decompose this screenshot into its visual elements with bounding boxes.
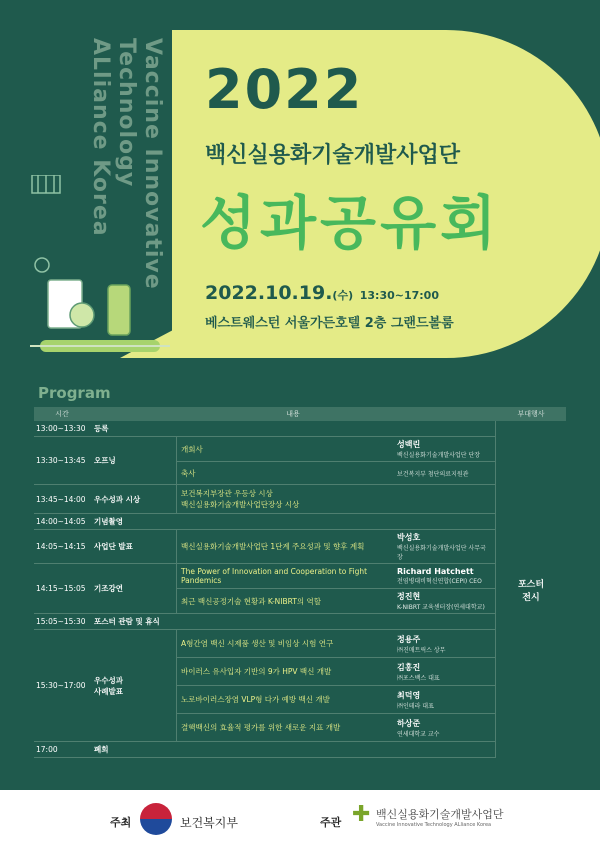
item-speaker <box>393 589 495 613</box>
event-year: 2022 <box>205 58 364 121</box>
table-row <box>34 564 495 614</box>
item-title: 결핵백신의 효율적 평가를 위한 새로운 지표 개발 <box>181 723 341 732</box>
row-time: 17:00 <box>36 745 58 754</box>
program-heading: Program <box>38 384 111 402</box>
row-time: 14:00~14:05 <box>36 517 86 526</box>
organization-name: 백신실용화기술개발사업단 <box>205 143 461 168</box>
row-time: 14:15~15:05 <box>36 584 86 593</box>
speaker-affiliation: K-NIBRT 교육센터장(연세대학교) <box>397 604 485 611</box>
side-text-2: Technology <box>114 38 139 188</box>
item-speaker <box>393 530 495 563</box>
item-speaker <box>393 564 495 588</box>
col-content: 내용 <box>286 410 300 418</box>
organizer-sub: Vaccine Innovative Technology ALliance Korea <box>376 822 492 828</box>
row-session: 사업단 발표 <box>94 542 133 551</box>
item-title: 바이러스 유사입자 기반의 9가 HPV 백신 개발 <box>181 667 332 676</box>
item-speaker <box>393 485 495 513</box>
col-time: 시간 <box>55 410 69 418</box>
item-speaker <box>393 437 495 461</box>
item-speaker <box>393 686 495 713</box>
day-text: (수) <box>332 289 354 302</box>
row-time: 13:45~14:00 <box>36 494 86 504</box>
speaker-name: 최덕영 <box>397 690 421 700</box>
host-name: 보건복지부 <box>180 816 238 830</box>
item-speaker <box>393 462 495 484</box>
side-event: 포스터 전시 <box>495 421 566 758</box>
row-session: 등록 <box>94 424 109 433</box>
item-title: The Power of Innovation and Cooperation to Fight Pandemics <box>181 567 368 585</box>
row-session: 기념촬영 <box>94 517 123 526</box>
program-item <box>177 686 495 714</box>
date-text: 2022.10.19. <box>205 282 333 304</box>
row-time: 15:30~17:00 <box>36 681 86 690</box>
speaker-name: 정용주 <box>397 634 421 644</box>
col-side: 부대행사 <box>517 410 545 418</box>
lab-illustration-icon <box>30 175 170 365</box>
time-text: 13:30~17:00 <box>359 289 439 302</box>
table-row <box>34 530 495 564</box>
speaker-affiliation: 백신실용화기술개발사업단 단장 <box>397 452 481 459</box>
item-title: 노로바이러스장염 VLP형 다가 예방 백신 개발 <box>181 695 330 704</box>
mohw-logo-icon <box>140 803 172 835</box>
item-speaker <box>393 630 495 657</box>
table-row <box>34 437 495 485</box>
program-item <box>177 485 495 513</box>
item-title: A형간염 백신 시제품 생산 및 비임상 시험 연구 <box>181 639 334 648</box>
speaker-affiliation: 백신실용화기술개발사업단 사무국장 <box>397 545 486 561</box>
program-rows <box>34 421 495 758</box>
item-title: 백신실용화기술개발사업단 1단계 주요성과 및 향후 계획 <box>181 542 365 551</box>
host-label: 주최 <box>110 816 132 829</box>
program-table <box>34 407 566 758</box>
row-time: 15:05~15:30 <box>36 617 86 626</box>
table-row <box>34 421 495 437</box>
program-item <box>177 530 495 563</box>
speaker-name: Richard Hatchett <box>397 567 474 576</box>
event-title: 성과공유회 <box>200 189 501 257</box>
program-item <box>177 658 495 686</box>
program-item <box>177 564 495 589</box>
speaker-name: 박성호 <box>397 533 421 542</box>
vita-logo-icon: ✚ <box>352 802 371 827</box>
item-title: 축사 <box>181 468 196 478</box>
row-session: 우수성과 시상 <box>94 494 141 504</box>
row-session: 기조강연 <box>94 584 123 593</box>
item-title: 개회사 <box>181 444 203 454</box>
footer <box>0 790 600 849</box>
item-speaker <box>393 714 495 741</box>
program-item <box>177 462 495 484</box>
table-row <box>34 485 495 514</box>
item-speaker <box>393 658 495 685</box>
program-item <box>177 437 495 462</box>
speaker-affiliation: 전염병대비혁신연합(CEPI) CEO <box>397 578 482 585</box>
speaker-name: 하상준 <box>397 718 421 728</box>
table-header <box>34 407 566 421</box>
row-time: 13:00~13:30 <box>36 424 86 433</box>
row-time: 13:30~13:45 <box>36 456 86 465</box>
speaker-name: 정진현 <box>397 592 421 601</box>
row-session: 폐회 <box>94 745 109 754</box>
side-text-3: ALliance Korea <box>88 38 113 237</box>
row-session: 포스터 관람 및 휴식 <box>94 617 160 626</box>
row-session: 우수성과 사례발표 <box>94 675 123 696</box>
table-row <box>34 630 495 742</box>
speaker-name: 김홍진 <box>397 662 421 672</box>
row-time: 14:05~14:15 <box>36 542 86 551</box>
table-row <box>34 742 495 758</box>
row-session: 오프닝 <box>94 456 116 465</box>
program-item <box>177 589 495 613</box>
organizer-name: 백신실용화기술개발사업단 <box>376 808 504 821</box>
speaker-affiliation: ㈜포스백스 대표 <box>397 674 440 682</box>
item-title: 최근 백신공정기술 현황과 K-NIBRT의 역할 <box>181 596 322 606</box>
speaker-name: 성백린 <box>397 440 421 449</box>
speaker-affiliation: 보건복지부 첨단의료지원관 <box>397 470 469 478</box>
organizer-label: 주관 <box>320 816 342 829</box>
table-row <box>34 514 495 530</box>
item-title: 보건복지부장관 우등상 시상 백신실용화기술개발사업단장상 시상 <box>181 489 300 509</box>
program-item <box>177 714 495 741</box>
speaker-affiliation: ㈜진매트릭스 상무 <box>397 646 446 654</box>
program-item <box>177 630 495 658</box>
side-text-1: Vaccine Innovative <box>140 38 165 290</box>
speaker-affiliation: 연세대학교 교수 <box>397 730 440 738</box>
event-venue: 베스트웨스턴 서울가든호텔 2층 그랜드볼룸 <box>205 316 454 331</box>
speaker-affiliation: ㈜인테라 대표 <box>397 702 434 710</box>
table-row <box>34 614 495 630</box>
event-date <box>205 282 439 304</box>
